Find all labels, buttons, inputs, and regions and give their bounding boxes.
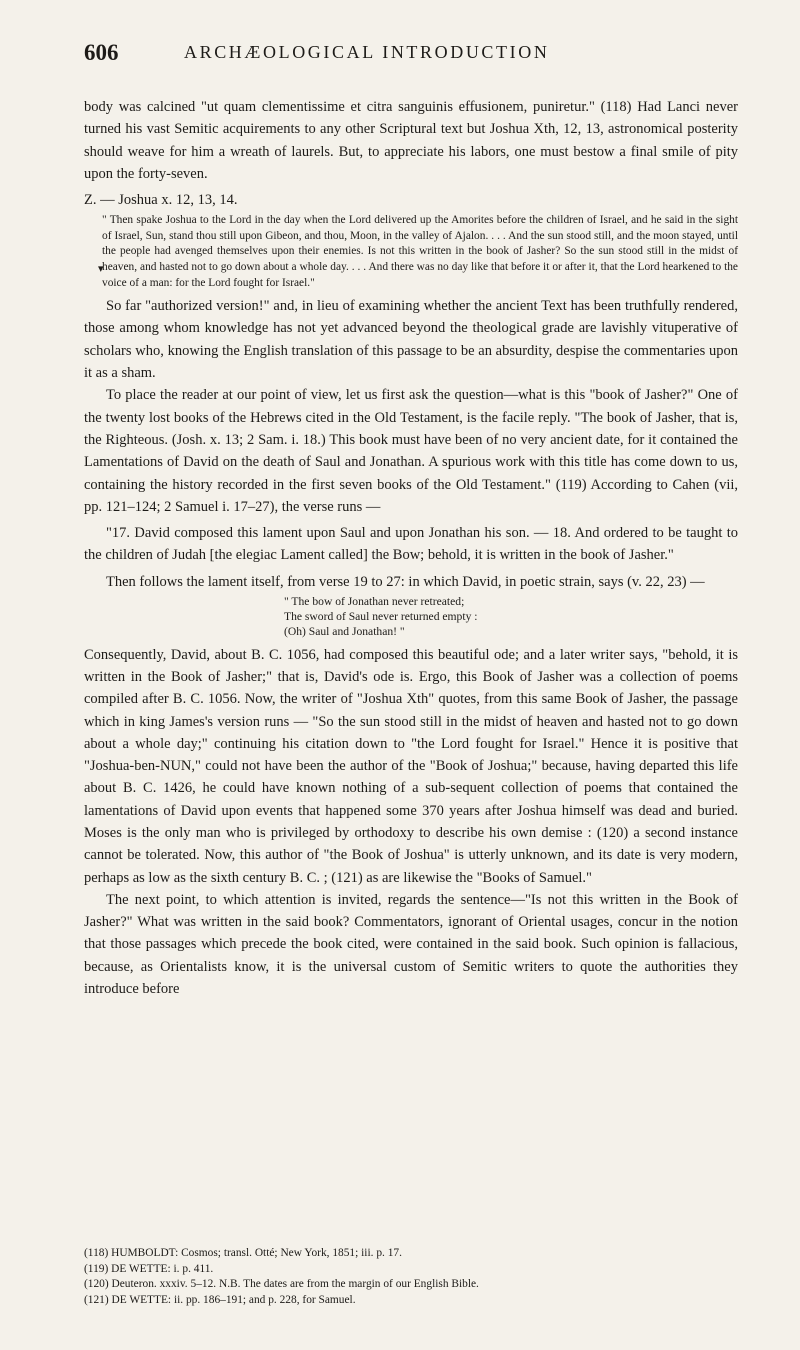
footnotes — [84, 1246, 738, 1308]
page-header — [84, 40, 738, 70]
block-quote — [84, 213, 738, 291]
paragraph-5: Then follows the lament itself, from verse 19 to 27: in which David, in poetic strain, says (v. 22, 23) — — [106, 573, 705, 590]
paragraph-2: So far "authorized version!" and, in lieu of examining whether the ancient Text has been truthfully rendered, those among whom knowledge has not yet advanced beyond the theological grade are lavishly vituperative of scholars who, knowing the English translation of this passage to be an absurdity, despise the commentaries upon it as a sham. — [84, 298, 738, 382]
verse-quote — [84, 594, 738, 640]
footnote: (121) DE WETTE: ii. pp. 186–191; and p. 228, for Samuel. — [84, 1293, 356, 1306]
verse-line: (Oh) Saul and Jonathan! " — [284, 625, 405, 639]
paragraph-1: body was calcined "ut quam clementissime et citra sanguinis effusionem, puniretur." (118) Had Lanci never turned his vast Semitic acquirements to any other Scriptural text but Joshua Xth, 12, 13, astronomical posterity should weave for him a wreath of laurels. But, to appreciate his labors, one must bestow a final smile of pity upon the forty-seven. — [84, 99, 738, 182]
section-heading: Z. — Joshua x. 12, 13, 14. — [84, 192, 238, 209]
margin-mark: ▾ — [98, 263, 104, 275]
footnote: (120) Deuteron. xxxiv. 5–12. N.B. The dates are from the margin of our English Bible. — [84, 1278, 479, 1291]
verse-line: The sword of Saul never returned empty : — [284, 610, 478, 624]
page-number: 606 — [84, 40, 119, 65]
paragraph-7: The next point, to which attention is invited, regards the sentence—"Is not this written in the Book of Jasher?" What was written in the said book? Commentators, ignorant of Oriental usages, concur in the notion that those passages which precede the book cited, were contained in the said book. Such opinion is fallacious, because, as Orientalists know, it is the universal custom of Semitic writers to quote the authorities they introduce before — [84, 891, 738, 998]
verse-line: " The bow of Jonathan never retreated; — [284, 595, 465, 609]
footnote: (118) HUMBOLDT: Cosmos; transl. Otté; New York, 1851; iii. p. 17. — [84, 1247, 402, 1259]
body-text — [84, 96, 738, 1000]
paragraph-6: Consequently, David, about B. C. 1056, had composed this beautiful ode; and a later writer says, "behold, it is written in the Book of Jasher;" that is, David's ode is. Ergo, this Book of Jasher was a collection of poems compiled after B. C. 1056. Now, the writer of "Joshua Xth" quotes, from this same Book of Jasher, the passage which in king James's version runs — "So the sun stood still in the midst of heaven and hasted not to go down about a whole day;" continuing his citation down to "the Lord fought for Israel." Hence it is positive that "Joshua-ben-NUN," could not have been the author of the "Book of Joshua;" because, having departed this life about B. C. 1426, he could have known nothing of a sub-sequent collection of poems that contained the lamentations of David upon events that happened some 370 years after Joshua himself was dead and buried. Moses is the only man who is privileged by orthodoxy to describe his own demise : (120) a second instance cannot be tolerated. Now, this author of "the Book of Joshua" is utterly unknown, and its date is very modern, perhaps as low as the sixth century B. C. ; (121) as are likewise the "Books of Samuel." — [84, 646, 738, 886]
paragraph-3: To place the reader at our point of view, let us first ask the question—what is this "book of Jasher?" One of the twenty lost books of the Hebrews cited in the Old Testament, is the facile reply. "The book of Jasher, that is, the Righteous. (Josh. x. 13; 2 Sam. i. 18.) This book must have been of no very ancient date, for it contained the Lamentations of David on the death of Saul and Jonathan. A spurious work with this title has come down to us, containing the history recorded in the first seven books of the Old Testament." (119) According to Cahen (vii, pp. 121–124; 2 Samuel i. 17–27), the verse runs — — [84, 387, 738, 515]
quote-text: " Then spake Joshua to the Lord in the day when the Lord delivered up the Amorites before the children of Israel, and he said in the sight of Israel, Sun, stand thou still upon Gibeon, and thou, Moon, in the valley of Ajalon. . . . And the sun stood still, and the moon stayed, until the people had avenged themselves upon their enemies. Is not this written in the book of Jasher? So the sun stood still in the midst of heaven, and hasted not to go down about a whole day. . . . And there was no day like that before it or after it, that the Lord hearkened to the voice of a man: for the Lord fought for Israel." — [102, 214, 738, 289]
paragraph-4: "17. David composed this lament upon Saul and upon Jonathan his son. — 18. And ordered to be taught to the children of Judah [the elegiac Lament called] the Bow; behold, it is written in the book of Jasher." — [84, 525, 738, 564]
footnote: (119) DE WETTE: i. p. 411. — [84, 1262, 214, 1275]
running-title: ARCHÆOLOGICAL INTRODUCTION — [184, 42, 550, 62]
